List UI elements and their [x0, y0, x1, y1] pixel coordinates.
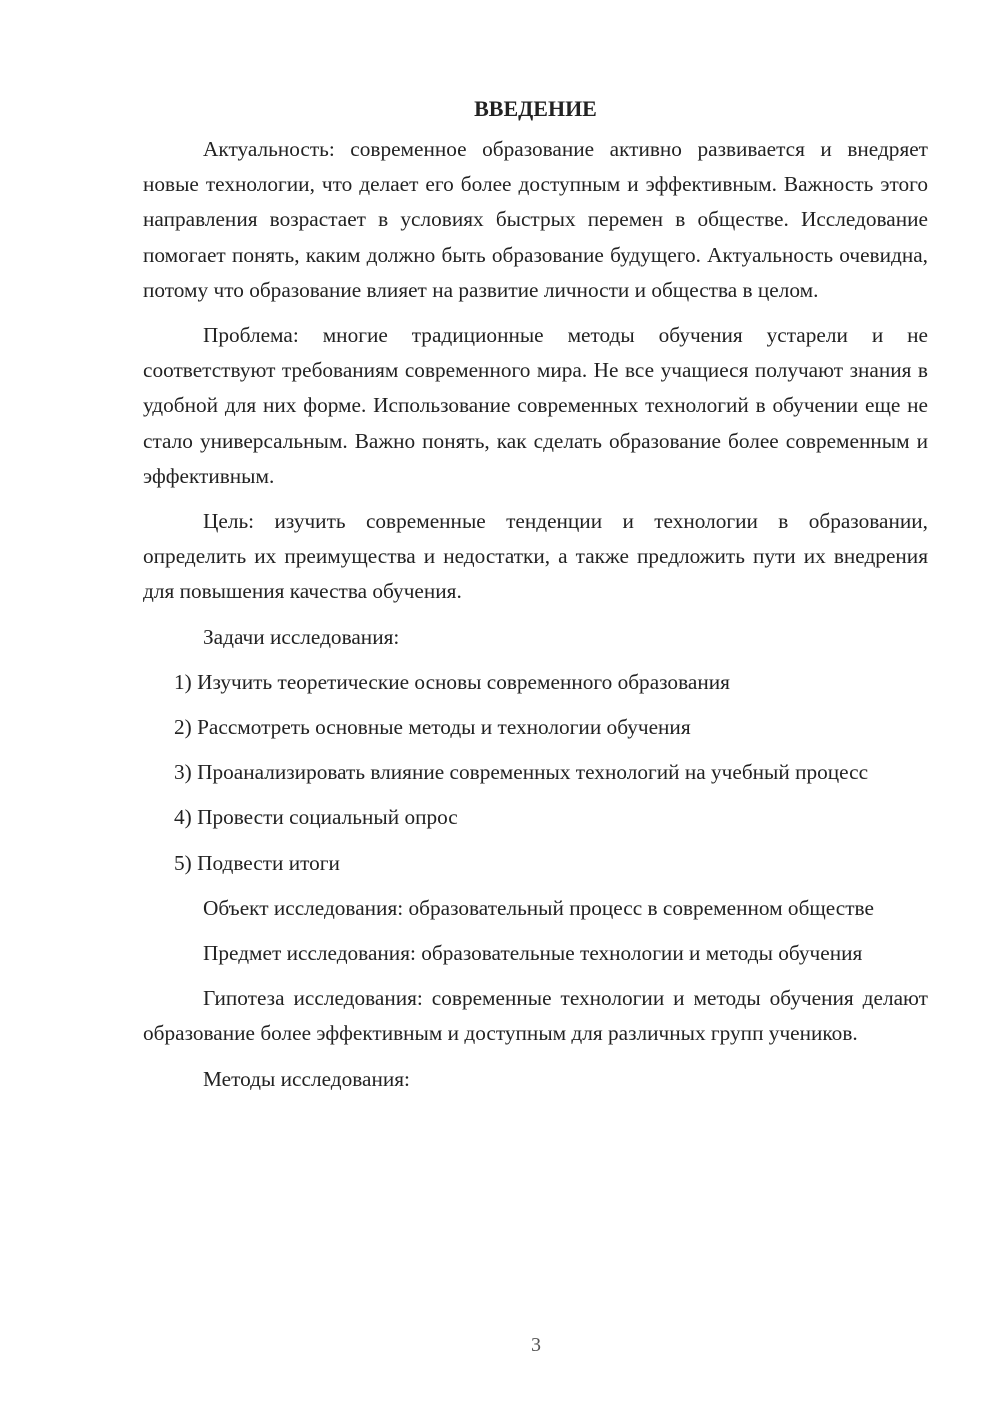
paragraph-object: Объект исследования: образовательный процесс в современном обществе [203, 895, 874, 920]
paragraph-tasks-heading: Задачи исследования: [203, 624, 400, 649]
paragraph-methods: Методы исследования: [203, 1066, 410, 1091]
task-item-4: 4) Провести социальный опрос [174, 805, 458, 830]
document-heading: ВВЕДЕНИЕ [474, 96, 597, 121]
page-number: 3 [531, 1334, 541, 1356]
paragraph-subject: Предмет исследования: образовательные технологии и методы обучения [203, 941, 863, 966]
task-item-2: 2) Рассмотреть основные методы и технологии обучения [174, 715, 691, 740]
paragraph-hypothesis: Гипотеза исследования: современные технологии и методы обучения делают образование более эффективным и доступным для различных групп учеников. [143, 986, 928, 1046]
paragraph-goal: Цель: изучить современные тенденции и технологии в образовании, определить их преимущества и недостатки, а также предложить пути их внедрения для повышения качества обучения. [143, 509, 928, 604]
task-item-5: 5) Подвести итоги [174, 850, 340, 875]
task-item-3: 3) Проанализировать влияние современных технологий на учебный процесс [174, 760, 869, 785]
document-page [143, 92, 928, 1107]
task-item-1: 1) Изучить теоретические основы современного образования [174, 669, 730, 694]
paragraph-problem: Проблема: многие традиционные методы обучения устарели и не соответствуют требованиям современного мира. Не все учащиеся получают знания в удобной для них форме. Использование современных технологий в обучении еще не стало универсальным. Важно понять, как сделать образование более современным и эффективным. [143, 323, 928, 488]
paragraph-relevance: Актуальность: современное образование активно развивается и внедряет новые технологии, что делает его более доступным и эффективным. Важность этого направления возрастает в условиях быстрых перемен в обществе. Исследование помогает понять, каким должно быть образование будущего. Актуальность очевидна, потому что образование влияет на развитие личности и общества в целом. [143, 137, 928, 302]
